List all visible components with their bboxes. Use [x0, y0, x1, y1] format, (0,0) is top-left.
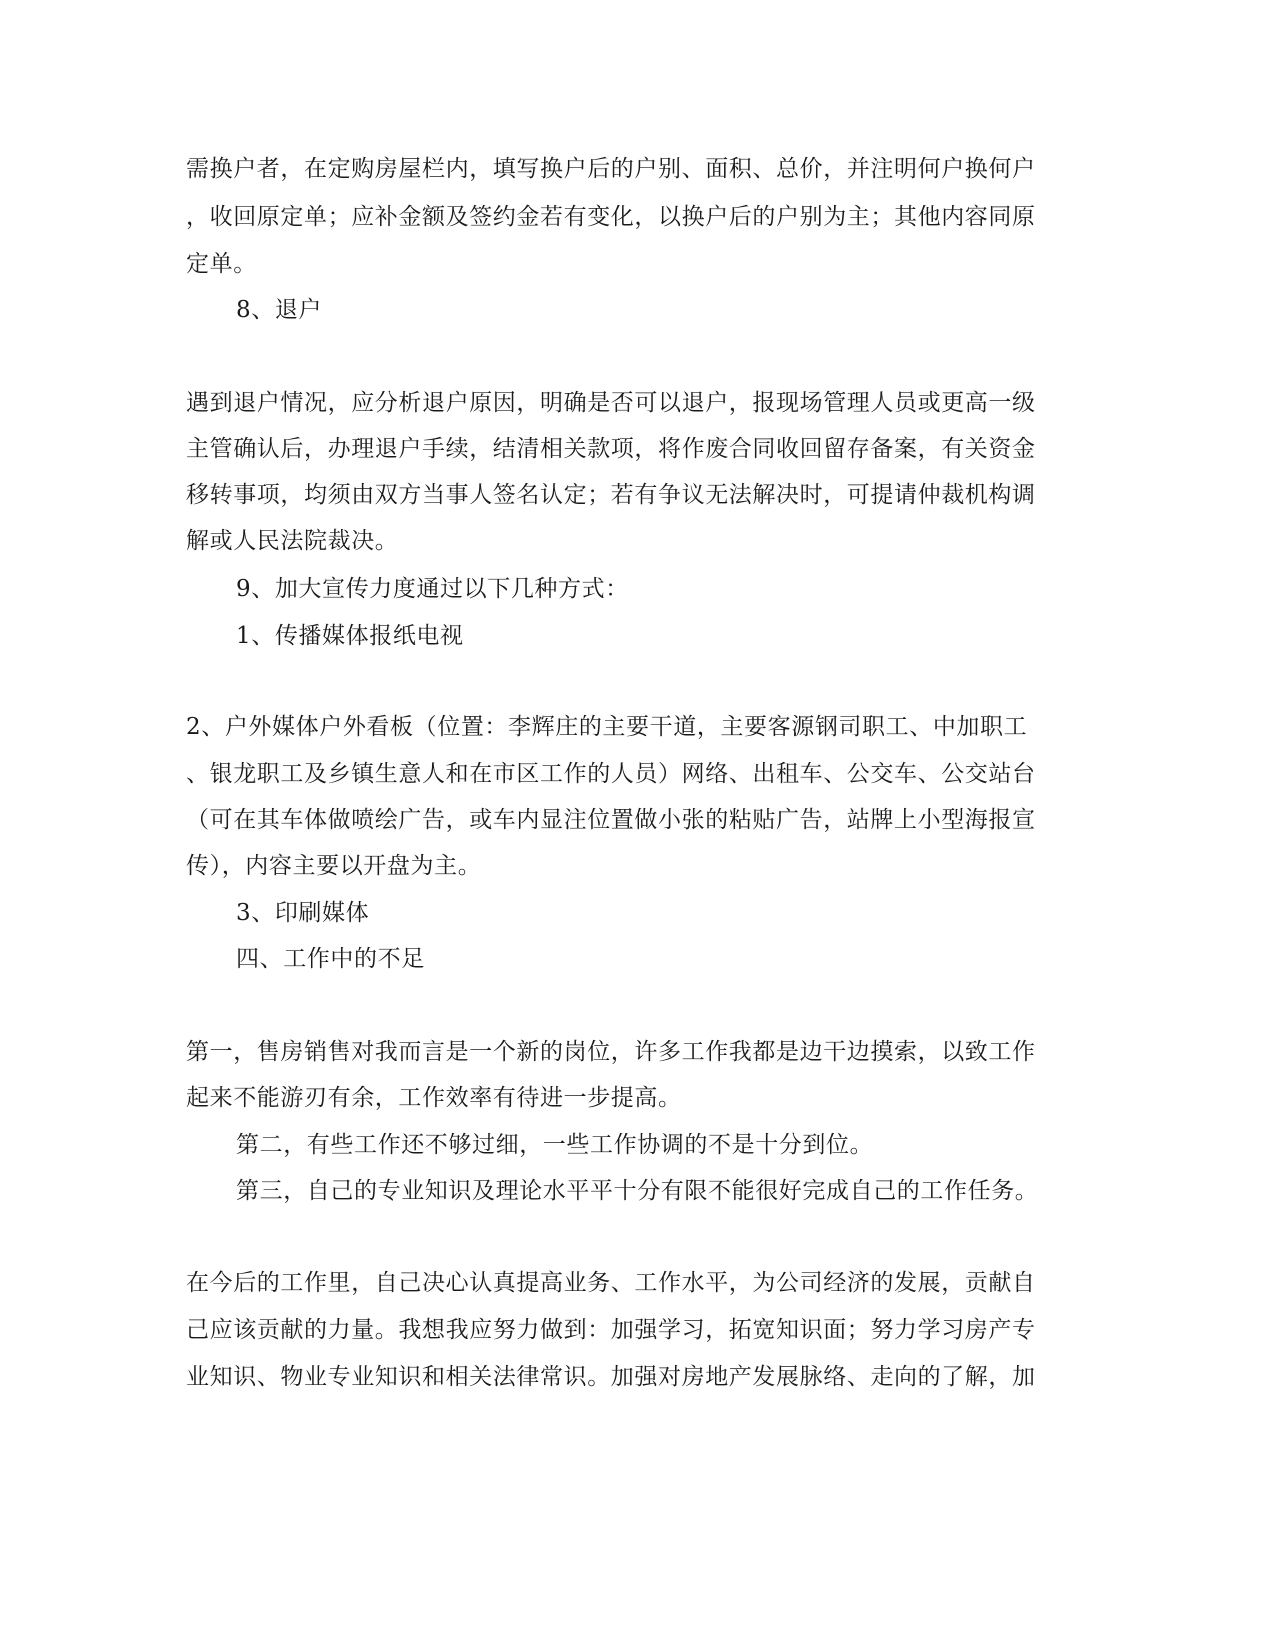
list-item: 3、印刷媒体 [236, 900, 370, 926]
text-line: 移转事项，均须由双方当事人签名认定；若有争议无法解决时，可提请仲裁机构调 [186, 482, 1036, 508]
text-line: 起来不能游刃有余，工作效率有待进一步提高。 [186, 1085, 682, 1111]
text-line: 传），内容主要以开盘为主。 [186, 853, 482, 879]
text-line: 第一，售房销售对我而言是一个新的岗位，许多工作我都是边干边摸索，以致工作 [186, 1039, 1036, 1065]
text-line: 遇到退户情况，应分析退户原因，明确是否可以退户，报现场管理人员或更高一级 [186, 390, 1036, 416]
text-line: （可在其车体做喷绘广告，或车内显注位置做小张的粘贴广告，站牌上小型海报宣 [186, 807, 1036, 833]
list-item: 2、户外媒体户外看板（位置：李辉庄的主要干道，主要客源钢司职工、中加职工 [186, 714, 1028, 740]
text-line: 解或人民法院裁决。 [186, 528, 399, 554]
list-item: 1、传播媒体报纸电视 [236, 623, 464, 649]
section-heading: 四、工作中的不足 [236, 946, 425, 972]
text-line: 己应该贡献的力量。我想我应努力做到：加强学习，拓宽知识面；努力学习房产专 [186, 1317, 1036, 1343]
text-line: 需换户者，在定购房屋栏内，填写换户后的户别、面积、总价，并注明何户换何户 [186, 156, 1036, 182]
text-line: 第二，有些工作还不够过细，一些工作协调的不是十分到位。 [236, 1132, 874, 1158]
section-heading: 9、加大宣传力度通过以下几种方式： [236, 576, 629, 602]
text-line: 主管确认后，办理退户手续，结清相关款项，将作废合同收回留存备案，有关资金 [186, 436, 1036, 462]
text-line: 在今后的工作里，自己决心认真提高业务、工作水平，为公司经济的发展，贡献自 [186, 1270, 1036, 1296]
text-line: 、银龙职工及乡镇生意人和在市区工作的人员）网络、出租车、公交车、公交站台 [186, 761, 1036, 787]
text-line: ，收回原定单；应补金额及签约金若有变化，以换户后的户别为主；其他内容同原 [186, 204, 1036, 230]
section-heading: 8、退户 [236, 297, 323, 323]
text-line: 定单。 [186, 251, 257, 277]
text-line: 业知识、物业专业知识和相关法律常识。加强对房地产发展脉络、走向的了解，加 [186, 1364, 1036, 1390]
text-line: 第三，自己的专业知识及理论水平平十分有限不能很好完成自己的工作任务。 [236, 1178, 1039, 1204]
